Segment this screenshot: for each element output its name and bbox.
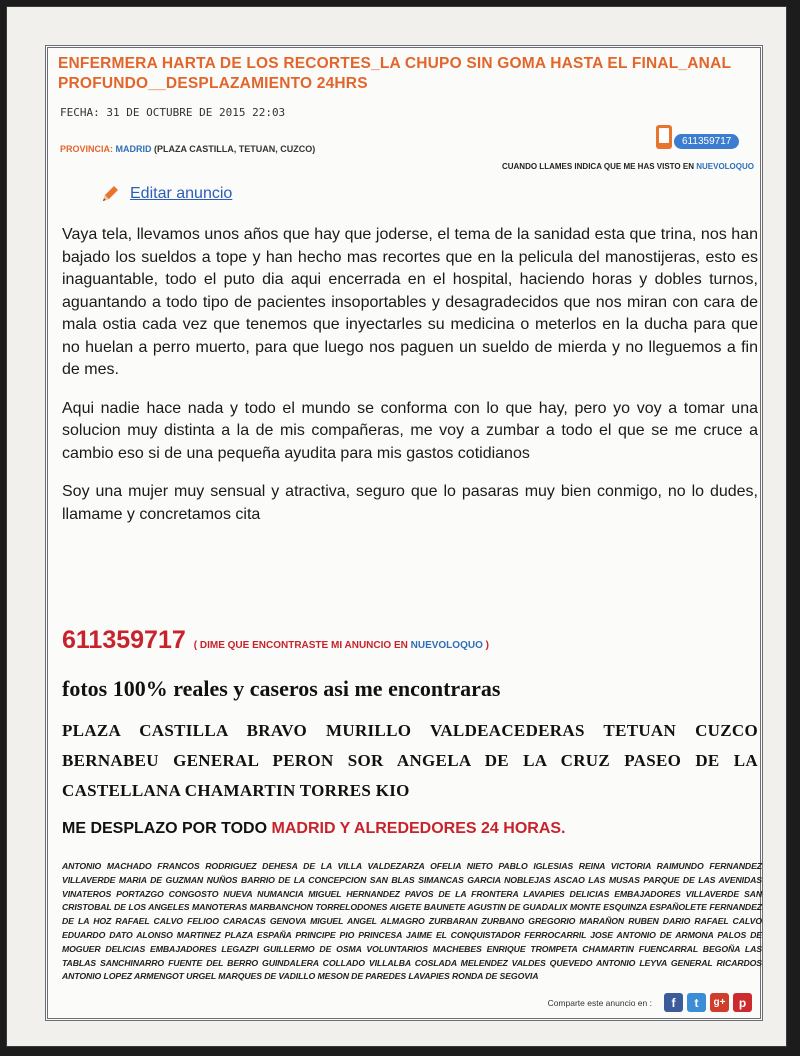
province-label: PROVINCIA:	[60, 144, 114, 154]
travel-highlight: MADRID Y ALREDEDORES 24 HORAS.	[271, 820, 566, 837]
ad-card	[45, 45, 763, 1021]
hint-close: )	[485, 640, 489, 651]
ad-date	[60, 106, 285, 119]
mobile-phone-icon	[656, 125, 672, 149]
facebook-icon[interactable]: f	[664, 993, 683, 1012]
province-value: MADRID	[115, 144, 152, 154]
hint-site: NUEVOLOQUO	[410, 640, 483, 651]
share-bar	[548, 993, 752, 1012]
edit-ad[interactable]	[100, 184, 232, 204]
phone-badge[interactable]	[656, 124, 739, 150]
edit-ad-link[interactable]: Editar anuncio	[130, 185, 233, 202]
twitter-icon[interactable]: t	[687, 993, 706, 1012]
pinterest-icon[interactable]: p	[733, 993, 752, 1012]
travel-prefix: ME DESPLAZO POR TODO	[62, 820, 268, 837]
body-paragraph: Vaya tela, llevamos unos años que hay que joderse, el tema de la sanidad esta que trina, nos han bajado los sueldos a tope y han hecho mas recortes que en la pelicula del manostijeras, esto es inaguantable, todo el puto dia aqui encerrada en el hospital, haciendo horas y dobles turnos, aguantando a todo tipo de pacientes insoportables y desagradecidos que nos miran con cara de mala ostia cada vez que tenemos que inyectarles su medicina o meterlos en la ducha para que no huelan a perro muerto, para que luego nos paguen un sueldo de mierda y no lleguemos a fin de mes.	[62, 226, 758, 378]
contact-hint	[194, 640, 489, 651]
share-label: Comparte este anuncio en :	[547, 997, 652, 1008]
fotos-line: fotos 100% reales y caseros asi me encontraras	[62, 676, 501, 701]
ad-title: ENFERMERA HARTA DE LOS RECORTES_LA CHUPO SIN GOMA HASTA EL FINAL_ANAL PROFUNDO__DESPLAZAMIENTO 24HRS	[58, 55, 731, 92]
date-value: 31 DE OCTUBRE DE 2015 22:03	[106, 106, 286, 119]
phone-badge-number[interactable]: 611359717	[674, 134, 739, 149]
big-phone-number[interactable]: 611359717	[62, 626, 186, 654]
travel-line	[62, 820, 566, 838]
call-text: CUANDO LLAMES INDICA QUE ME HAS VISTO EN	[501, 162, 694, 171]
picture-frame	[6, 6, 787, 1047]
province-line	[60, 144, 315, 154]
call-site-name: NUEVOLOQUO	[696, 162, 754, 171]
body-paragraph: Aqui nadie hace nada y todo el mundo se conforma con lo que hay, pero yo voy a tomar una solucion muy distinta a la de mis compañeras, me voy a zumbar a todo el que se me cruce a cambio eso si de una pequeña ayudita para mis gastos cotidianos	[62, 399, 758, 462]
body-paragraph: Soy una mujer muy sensual y atractiva, seguro que lo pasaras muy bien conmigo, no lo dudes, llamame y concretamos cita	[62, 483, 758, 523]
places-list: PLAZA CASTILLA BRAVO MURILLO VALDEACEDERAS TETUAN CUZCO BERNABEU GENERAL PERON SOR ANGELA DE LA CRUZ PASEO DE LA CASTELLANA CHAMARTIN TORRES KIO	[62, 721, 758, 800]
date-label: FECHA:	[60, 106, 100, 119]
hint-open: ( DIME QUE ENCONTRASTE MI ANUNCIO EN	[193, 640, 408, 651]
province-detail: (PLAZA CASTILLA, TETUAN, CUZCO)	[154, 144, 316, 154]
ad-body	[62, 224, 758, 542]
call-notice	[502, 162, 754, 171]
contact-line	[62, 626, 489, 655]
google-plus-icon[interactable]: g+	[710, 993, 729, 1012]
area-tags: ANTONIO MACHADO FRANCOS RODRIGUEZ DEHESA DE LA VILLA VALDEZARZA OFELIA NIETO PABLO IGLESIAS REINA VICTORIA RAIMUNDO FERNANDEZ VILLAVERDE MARIA DE GUZMAN NUÑOS BARRIO DE LA CONCEPCION SAN BLAS SIMANCAS GARCIA NOBLEJAS ASCAO LAS MUSAS PARQUE DE LAS AVENIDAS VINATEROS PORTAZGO CONGOSTO NUEVA NUMANCIA MIGUEL HERNANDEZ PAVOS DE LA FRONTERA LAVAPIES DELICIAS EMBAJADORES VILLAVERDE SAN CRISTOBAL DE LOS ANGELES MANOTERAS MARBANCHON TORRELODONES AIGETE BAUNETE AGUSTIN DE GUADALIX MONTE ESQUINZA ESPAÑOLETE FERNANDEZ DE LA HOZ RAFAEL CALVO FELIOO CARACAS GENOVA MIGUEL ANGEL ALMAGRO ZURBARAN ZURBANO GREGORIO MARAÑON RUBEN DARIO RAFAEL CALVO EDUARDO DATO ALONSO MARTINEZ PLAZA ESPAÑA PRINCIPE PIO PRINCESA JAIME EL CONQUISTADOR FERROCARRIL JOSE ANTONIO DE ARMONA PALOS DE MOGUER DELICIAS EMBAJADORES LEGAZPI GUILLERMO DE OSMA VOLUNTARIOS MACHEBES ENRIQUE TROMPETA CHAMARTIN FUENCARRAL BEGOÑA LAS TABLAS SANCHINARRO FUENTE DEL BERRO GUINDALERA COLLADO VILLALBA COSLADA MELENDEZ VALDES QUEVEDO ANTONIO LEYVA GENERAL RICARDOS ANTONIO LOPEZ ARMENGOT URGEL MARQUES DE VADILLO MESON DE PAREDES LAVAPIES RONDA DE SEGOVIA	[62, 861, 762, 982]
pencil-icon	[100, 184, 120, 204]
